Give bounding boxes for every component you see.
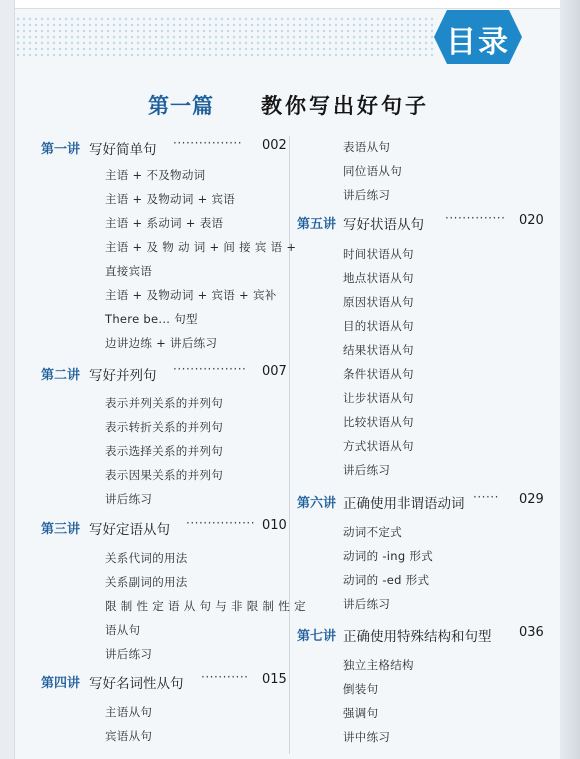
chapter-number: 第二讲 [41,368,81,383]
part-name: 教你写出好句子 [261,94,429,118]
toc-item[interactable]: 表示因果关系的并列句 [105,468,223,482]
badge-label: 目录 [446,25,510,60]
leader-dots: ······ [473,490,499,504]
toc-item[interactable]: 动词的 -ing 形式 [343,549,434,563]
toc-item[interactable]: 比较状语从句 [343,415,414,429]
toc-item[interactable]: 表语从句 [343,140,391,154]
page-number: 007 [262,364,287,379]
dotted-header-band [15,16,435,58]
toc-item[interactable]: 主语 + 及物动词 + 宾语 [105,192,236,206]
chapter-number: 第五讲 [297,217,337,232]
chapter-number: 第三讲 [41,522,81,537]
leader-dots: ·············· [445,211,506,225]
toc-item[interactable]: 讲后练习 [105,492,153,506]
toc-badge [433,8,523,66]
toc-item[interactable]: 讲后练习 [105,647,153,661]
toc-item[interactable]: 主语 + 不及物动词 [105,168,206,182]
part-title [148,90,448,122]
leader-dots: ················· [173,362,247,376]
toc-item[interactable]: 独立主格结构 [343,658,414,672]
leader-dots: ················ [173,136,243,150]
toc-item[interactable]: 讲中练习 [343,730,391,744]
toc-item[interactable]: 强调句 [343,706,379,720]
toc-item[interactable]: 宾语从句 [105,729,153,743]
toc-item[interactable]: 动词的 -ed 形式 [343,573,430,587]
toc-item[interactable]: 目的状语从句 [343,319,414,333]
page-number: 002 [262,138,287,153]
toc-item[interactable]: 原因状语从句 [343,295,414,309]
toc-item[interactable]: 主语从句 [105,705,153,719]
toc-item[interactable]: 结果状语从句 [343,343,414,357]
leader-dots: ················ [186,516,256,530]
page-number: 010 [262,518,287,533]
toc-page [14,0,580,759]
chapter-title: 正确使用特殊结构和句型 [343,629,492,645]
toc-item[interactable]: 讲后练习 [343,188,391,202]
toc-item[interactable]: 主语 + 及 物 动 词 + 间 接 宾 语 + [105,240,297,254]
chapter-number: 第六讲 [297,496,337,511]
toc-item[interactable]: 表示选择关系的并列句 [105,444,223,458]
chapter-number: 第一讲 [41,142,81,157]
chapter-title: 正确使用非谓语动词 [343,496,465,512]
toc-item[interactable]: 条件状语从句 [343,367,414,381]
toc-item[interactable]: 关系代词的用法 [105,551,188,565]
toc-item[interactable]: 语从句 [105,623,141,637]
column-divider [289,136,290,754]
toc-item[interactable]: 表示并列关系的并列句 [105,396,223,410]
toc-item[interactable]: 主语 + 及物动词 + 宾语 + 宾补 [105,288,277,302]
toc-item[interactable]: 限 制 性 定 语 从 句 与 非 限 制 性 定 [105,599,306,613]
page-number: 015 [262,672,287,687]
chapter-title: 写好状语从句 [343,217,424,233]
toc-item[interactable]: 倒装句 [343,682,379,696]
chapter-number: 第四讲 [41,676,81,691]
chapter-title: 写好并列句 [89,368,157,384]
toc-item[interactable]: 方式状语从句 [343,439,414,453]
toc-item[interactable]: 表示转折关系的并列句 [105,420,223,434]
toc-item[interactable]: 地点状语从句 [343,271,414,285]
toc-item[interactable]: 让步状语从句 [343,391,414,405]
toc-item[interactable]: 同位语从句 [343,164,402,178]
page-number: 036 [519,625,544,640]
part-label: 第一篇 [148,94,214,118]
page-edge-shadow [560,0,580,759]
toc-item[interactable]: 时间状语从句 [343,247,414,261]
toc-item[interactable]: 讲后练习 [343,597,391,611]
chapter-title: 写好定语从句 [89,522,170,538]
toc-item[interactable]: 讲后练习 [343,463,391,477]
toc-item[interactable]: 直接宾语 [105,264,153,278]
chapter-number: 第七讲 [297,629,337,644]
toc-item[interactable]: There be... 句型 [105,312,198,326]
leader-dots: ··········· [201,670,249,684]
toc-item[interactable]: 主语 + 系动词 + 表语 [105,216,224,230]
page-number: 020 [519,213,544,228]
toc-item[interactable]: 动词不定式 [343,525,402,539]
chapter-title: 写好名词性从句 [89,676,184,692]
toc-item[interactable]: 关系副词的用法 [105,575,188,589]
page-number: 029 [519,492,544,507]
chapter-title: 写好简单句 [89,142,157,158]
toc-item[interactable]: 边讲边练 + 讲后练习 [105,336,218,350]
